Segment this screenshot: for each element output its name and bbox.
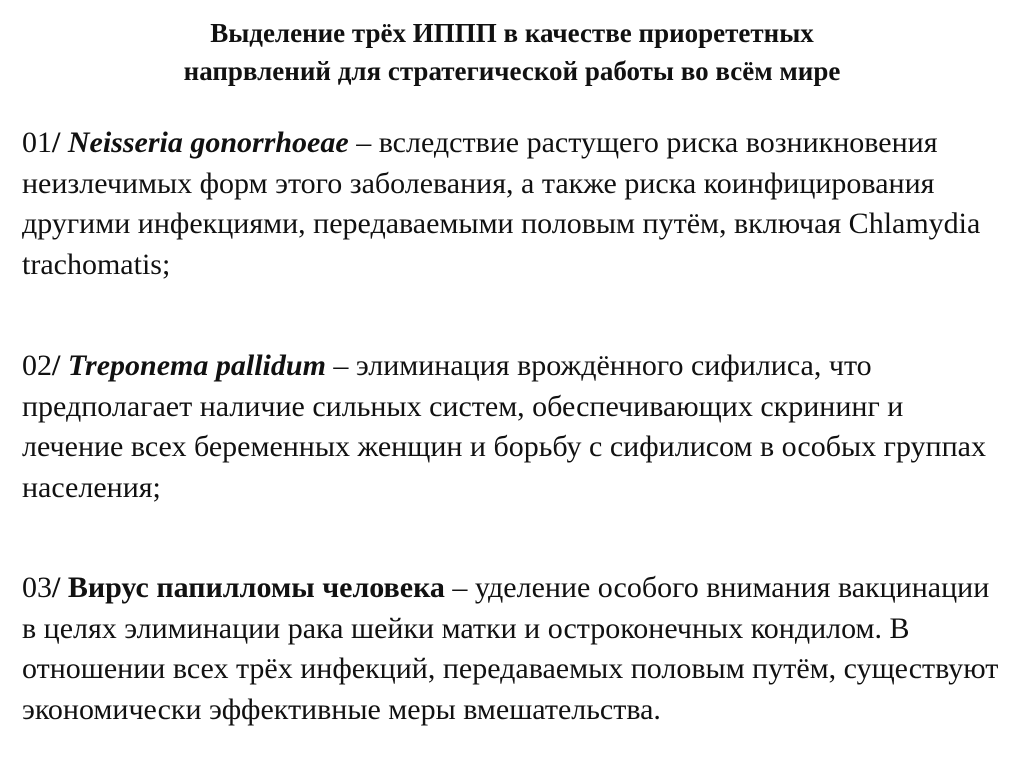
- slide-title: [40, 14, 984, 90]
- item-number: 01: [22, 126, 52, 159]
- item-slash: /: [52, 349, 61, 382]
- pathogen-name: Neisseria gonorrhoeae: [67, 126, 349, 159]
- slide-title-line-2: напрвлений для стратегической работы во всём мире: [183, 56, 841, 86]
- priority-item-3: [22, 568, 1007, 730]
- item-number: 02: [22, 349, 52, 382]
- pathogen-name: Treponema pallidum: [67, 349, 326, 382]
- item-description: – элиминация врождённого сифилиса, что предполагает наличие сильных систем, обеспечивающих скрининг и лечение всех беременных женщин и борьбу с сифилисом в особых группах населения;: [22, 349, 986, 504]
- slide-title-line-1: Выделение трёх ИППП в качестве приорететных: [210, 18, 814, 48]
- priority-item-2: [22, 346, 1007, 508]
- pathogen-name: Вирус папилломы человека: [67, 571, 445, 604]
- item-slash: /: [52, 571, 61, 604]
- item-slash: /: [52, 126, 61, 159]
- item-description: – вследствие растущего риска возникновения неизлечимых форм этого заболевания, а также риска коинфицирования другими инфекциями, передаваемыми половым путём, включая Chlamydia trachomatis;: [22, 126, 981, 281]
- item-description: – уделение особого внимания вакцинации в целях элиминации рака шейки матки и остроконечных кондилом. В отношении всех трёх инфекций, передаваемых половым путём, существуют экономически эффективные меры вмешательства.: [22, 571, 999, 726]
- priority-item-1: [22, 123, 1007, 285]
- item-number: 03: [22, 571, 52, 604]
